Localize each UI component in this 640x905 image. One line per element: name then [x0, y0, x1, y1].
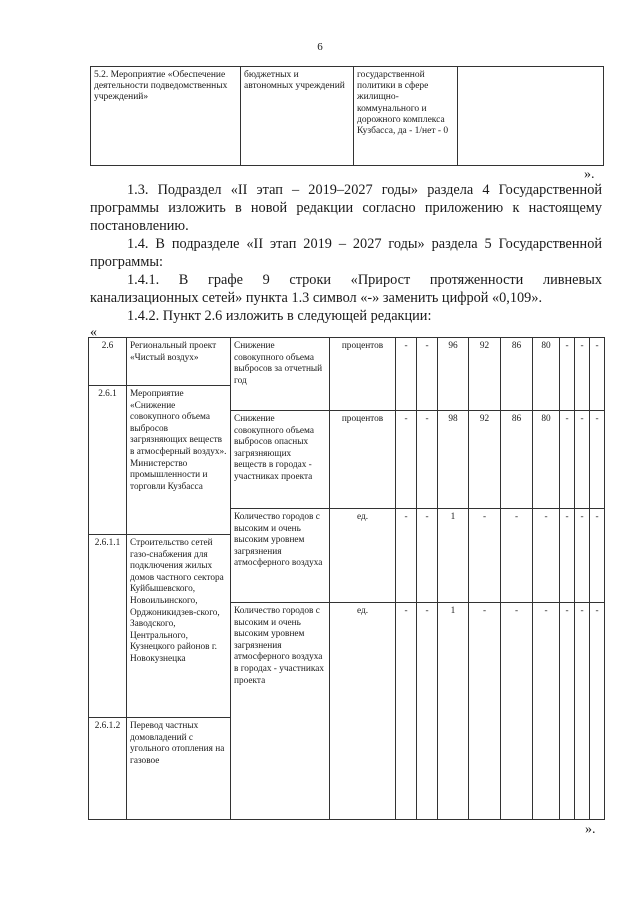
indicator-value: 1 — [438, 509, 469, 603]
opening-quote: « — [90, 325, 97, 340]
paragraph-1-3-line3: постановлению. — [90, 218, 189, 234]
row-name-2-6: Региональный проект «Чистый воздух» — [127, 338, 231, 386]
row-num-2-6: 2.6 — [89, 338, 127, 386]
indicator-value: - — [469, 603, 501, 820]
indicator-value: - — [560, 509, 575, 603]
paragraph-1-3-line1: 1.3. Подраздел «II этап – 2019–2027 годы» раздела 4 Государственной — [127, 182, 602, 198]
indicator-value: - — [575, 509, 590, 603]
paragraph-1-4-line1: 1.4. В подразделе «II этап 2019 – 2027 годы» раздела 5 Государственной — [127, 236, 602, 252]
row-num-2-6-1-2: 2.6.1.2 — [89, 718, 127, 820]
indicator-unit: ед. — [330, 603, 396, 820]
indicator-value: - — [533, 509, 560, 603]
indicator-value: 98 — [438, 411, 469, 509]
indicator-value: - — [575, 603, 590, 820]
indicator-value: 80 — [533, 338, 560, 411]
indicator-value: 96 — [438, 338, 469, 411]
indicator-unit: процентов — [330, 411, 396, 509]
indicator-value: - — [396, 509, 417, 603]
indicator-name: Количество городов с высоким и очень высоким уровнем загрязнения атмосферного воздуха — [231, 509, 330, 603]
program-table — [88, 337, 604, 819]
continuation-table — [90, 66, 604, 166]
indicator-value: - — [396, 338, 417, 411]
indicator-value: - — [590, 338, 605, 411]
top-table-col4 — [458, 67, 604, 166]
indicator-name: Снижение совокупного объема выбросов опасных загрязняющих веществ в городах - участниках проекта — [231, 411, 330, 509]
indicator-name: Количество городов с высоким и очень высоким уровнем загрязнения атмосферного воздуха в городах - участниках проекта — [231, 603, 330, 820]
indicator-name: Снижение совокупного объема выбросов за отчетный год — [231, 338, 330, 411]
paragraph-1-3-line2: программы изложить в новой редакции согласно приложению к настоящему — [90, 200, 602, 216]
indicator-value: - — [417, 411, 438, 509]
indicator-value: - — [590, 509, 605, 603]
row-num-2-6-1: 2.6.1 — [89, 386, 127, 535]
top-table-col3: государственной политики в сфере жилищно-коммунального и дорожного комплекса Кузбасса, да - 1/нет - 0 — [354, 67, 458, 166]
indicator-value: 92 — [469, 411, 501, 509]
paragraph-1-4-line2: программы: — [90, 254, 163, 270]
indicator-value: 80 — [533, 411, 560, 509]
indicator-value: - — [396, 411, 417, 509]
indicator-value: - — [501, 603, 533, 820]
row-name-2-6-1-1: Строительство сетей газо-снабжения для подключения жилых домов частного сектора Куйбышевского, Новоильинского, Орджоникидзев-ского, Заводского, Центрального, Кузнецкого районов г. Новокузнецка — [127, 535, 231, 718]
indicator-value: - — [575, 411, 590, 509]
end-quote: ». — [585, 822, 596, 837]
paragraph-1-4-2: 1.4.2. Пункт 2.6 изложить в следующей редакции: — [127, 308, 432, 324]
indicator-unit: процентов — [330, 338, 396, 411]
indicator-value: - — [575, 338, 590, 411]
indicator-value: - — [469, 509, 501, 603]
indicator-value: - — [560, 411, 575, 509]
top-table-col1: 5.2. Мероприятие «Обеспечение деятельности подведомственных учреждений» — [91, 67, 241, 166]
row-num-2-6-1-1: 2.6.1.1 — [89, 535, 127, 718]
indicator-value: 1 — [438, 603, 469, 820]
indicator-value: - — [501, 509, 533, 603]
page-number: 6 — [317, 41, 323, 53]
indicator-value: - — [533, 603, 560, 820]
closing-quote: ». — [584, 167, 595, 182]
indicator-value: 86 — [501, 411, 533, 509]
indicator-value: - — [560, 338, 575, 411]
indicator-value: - — [590, 603, 605, 820]
paragraph-1-4-1-line1: 1.4.1. В графе 9 строки «Прирост протяженности ливневых — [127, 272, 602, 288]
indicator-value: - — [396, 603, 417, 820]
indicator-value: - — [417, 509, 438, 603]
row-name-2-6-1-2: Перевод частных домовладений с угольного отопления на газовое — [127, 718, 231, 820]
indicator-value: 86 — [501, 338, 533, 411]
indicator-value: - — [560, 603, 575, 820]
top-table-col2: бюджетных и автономных учреждений — [241, 67, 354, 166]
indicator-unit: ед. — [330, 509, 396, 603]
indicator-value: 92 — [469, 338, 501, 411]
indicator-value: - — [417, 603, 438, 820]
indicator-value: - — [417, 338, 438, 411]
indicator-value: - — [590, 411, 605, 509]
paragraph-1-4-1-line2: канализационных сетей» пункта 1.3 символ «-» заменить цифрой «0,109». — [90, 290, 543, 306]
row-name-2-6-1: Мероприятие «Снижение совокупного объема выбросов загрязняющих веществ в атмосферный воздух». Министерство промышленности и торговли Кузбасса — [127, 386, 231, 535]
